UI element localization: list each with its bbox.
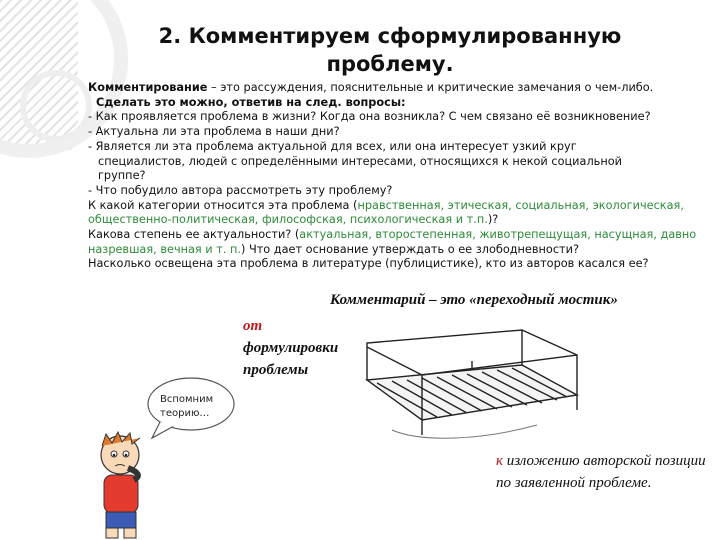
text-line xyxy=(88,155,706,170)
thinking-boy-illustration xyxy=(88,430,158,540)
text-segment: - Как проявляется проблема в жизни? Когда она возникла? С чем связано её возникновение? xyxy=(88,110,651,124)
category-examples: назревшая, вечная и т. п. xyxy=(88,242,241,256)
text-line xyxy=(88,184,706,199)
text-line xyxy=(88,213,706,228)
text-segment: группе? xyxy=(98,169,146,183)
text-segment: - Является ли эта проблема актуальной для всех, или она интересует узкий круг xyxy=(88,139,577,153)
caption-to-word: к xyxy=(496,453,504,469)
text-line xyxy=(88,140,706,155)
text-line xyxy=(88,125,706,140)
caption-to-author-position xyxy=(496,450,706,494)
text-line xyxy=(88,243,706,258)
text-segment: - Что побудило автора рассмотреть эту проблему? xyxy=(88,183,393,197)
text-segment: Какова степень ее актуальности? ( xyxy=(88,228,300,242)
text-segment: специалистов, людей с определёнными интересами, относящихся к некой социальной xyxy=(98,154,622,168)
decorative-circle-small xyxy=(20,70,92,142)
bridge-illustration xyxy=(362,325,582,445)
caption-from-formulation xyxy=(243,315,363,381)
bridge-caption: Комментарий – это «переходный мостик» xyxy=(330,292,618,308)
bold-text: Сделать это можно, ответив на след. вопросы: xyxy=(96,95,406,109)
text-line xyxy=(88,199,706,214)
text-line xyxy=(88,228,706,243)
text-line xyxy=(88,81,706,96)
speech-bubble-text: Вспомним теорию… xyxy=(160,394,214,419)
slide-title: 2. Комментируем сформулированную проблему. xyxy=(158,24,622,76)
text-segment: ) Что дает основание утверждать о ее злободневности? xyxy=(240,242,579,256)
caption-from-word: от xyxy=(243,318,263,334)
text-line xyxy=(88,169,706,184)
category-examples: общественно-политическая, философская, психологическая и т.п. xyxy=(88,213,488,227)
category-examples: актуальная, второстепенная, животрепещущая, насущная, давно xyxy=(299,228,697,242)
question-list xyxy=(88,81,706,272)
text-segment: Насколько освещена эта проблема в литературе (публицистике), кто из авторов касался ее? xyxy=(88,257,649,271)
text-segment: - Актуальна ли эта проблема в наши дни? xyxy=(88,125,340,139)
text-segment: – это рассуждения, пояснительные и критические замечания о чем-либо. xyxy=(207,81,654,94)
text-segment: К какой категории относится эта проблема ( xyxy=(88,198,358,212)
text-line xyxy=(88,96,706,111)
caption-to-rest: изложению авторской позиции по заявленной проблеме. xyxy=(496,453,706,491)
bold-text: Комментирование xyxy=(88,81,208,94)
caption-from-rest: формулировки проблемы xyxy=(243,340,339,378)
category-examples: нравственная, этическая, социальная, экологическая, xyxy=(357,198,684,212)
text-line xyxy=(88,257,706,272)
text-line xyxy=(88,110,706,125)
text-segment: )? xyxy=(487,213,499,227)
